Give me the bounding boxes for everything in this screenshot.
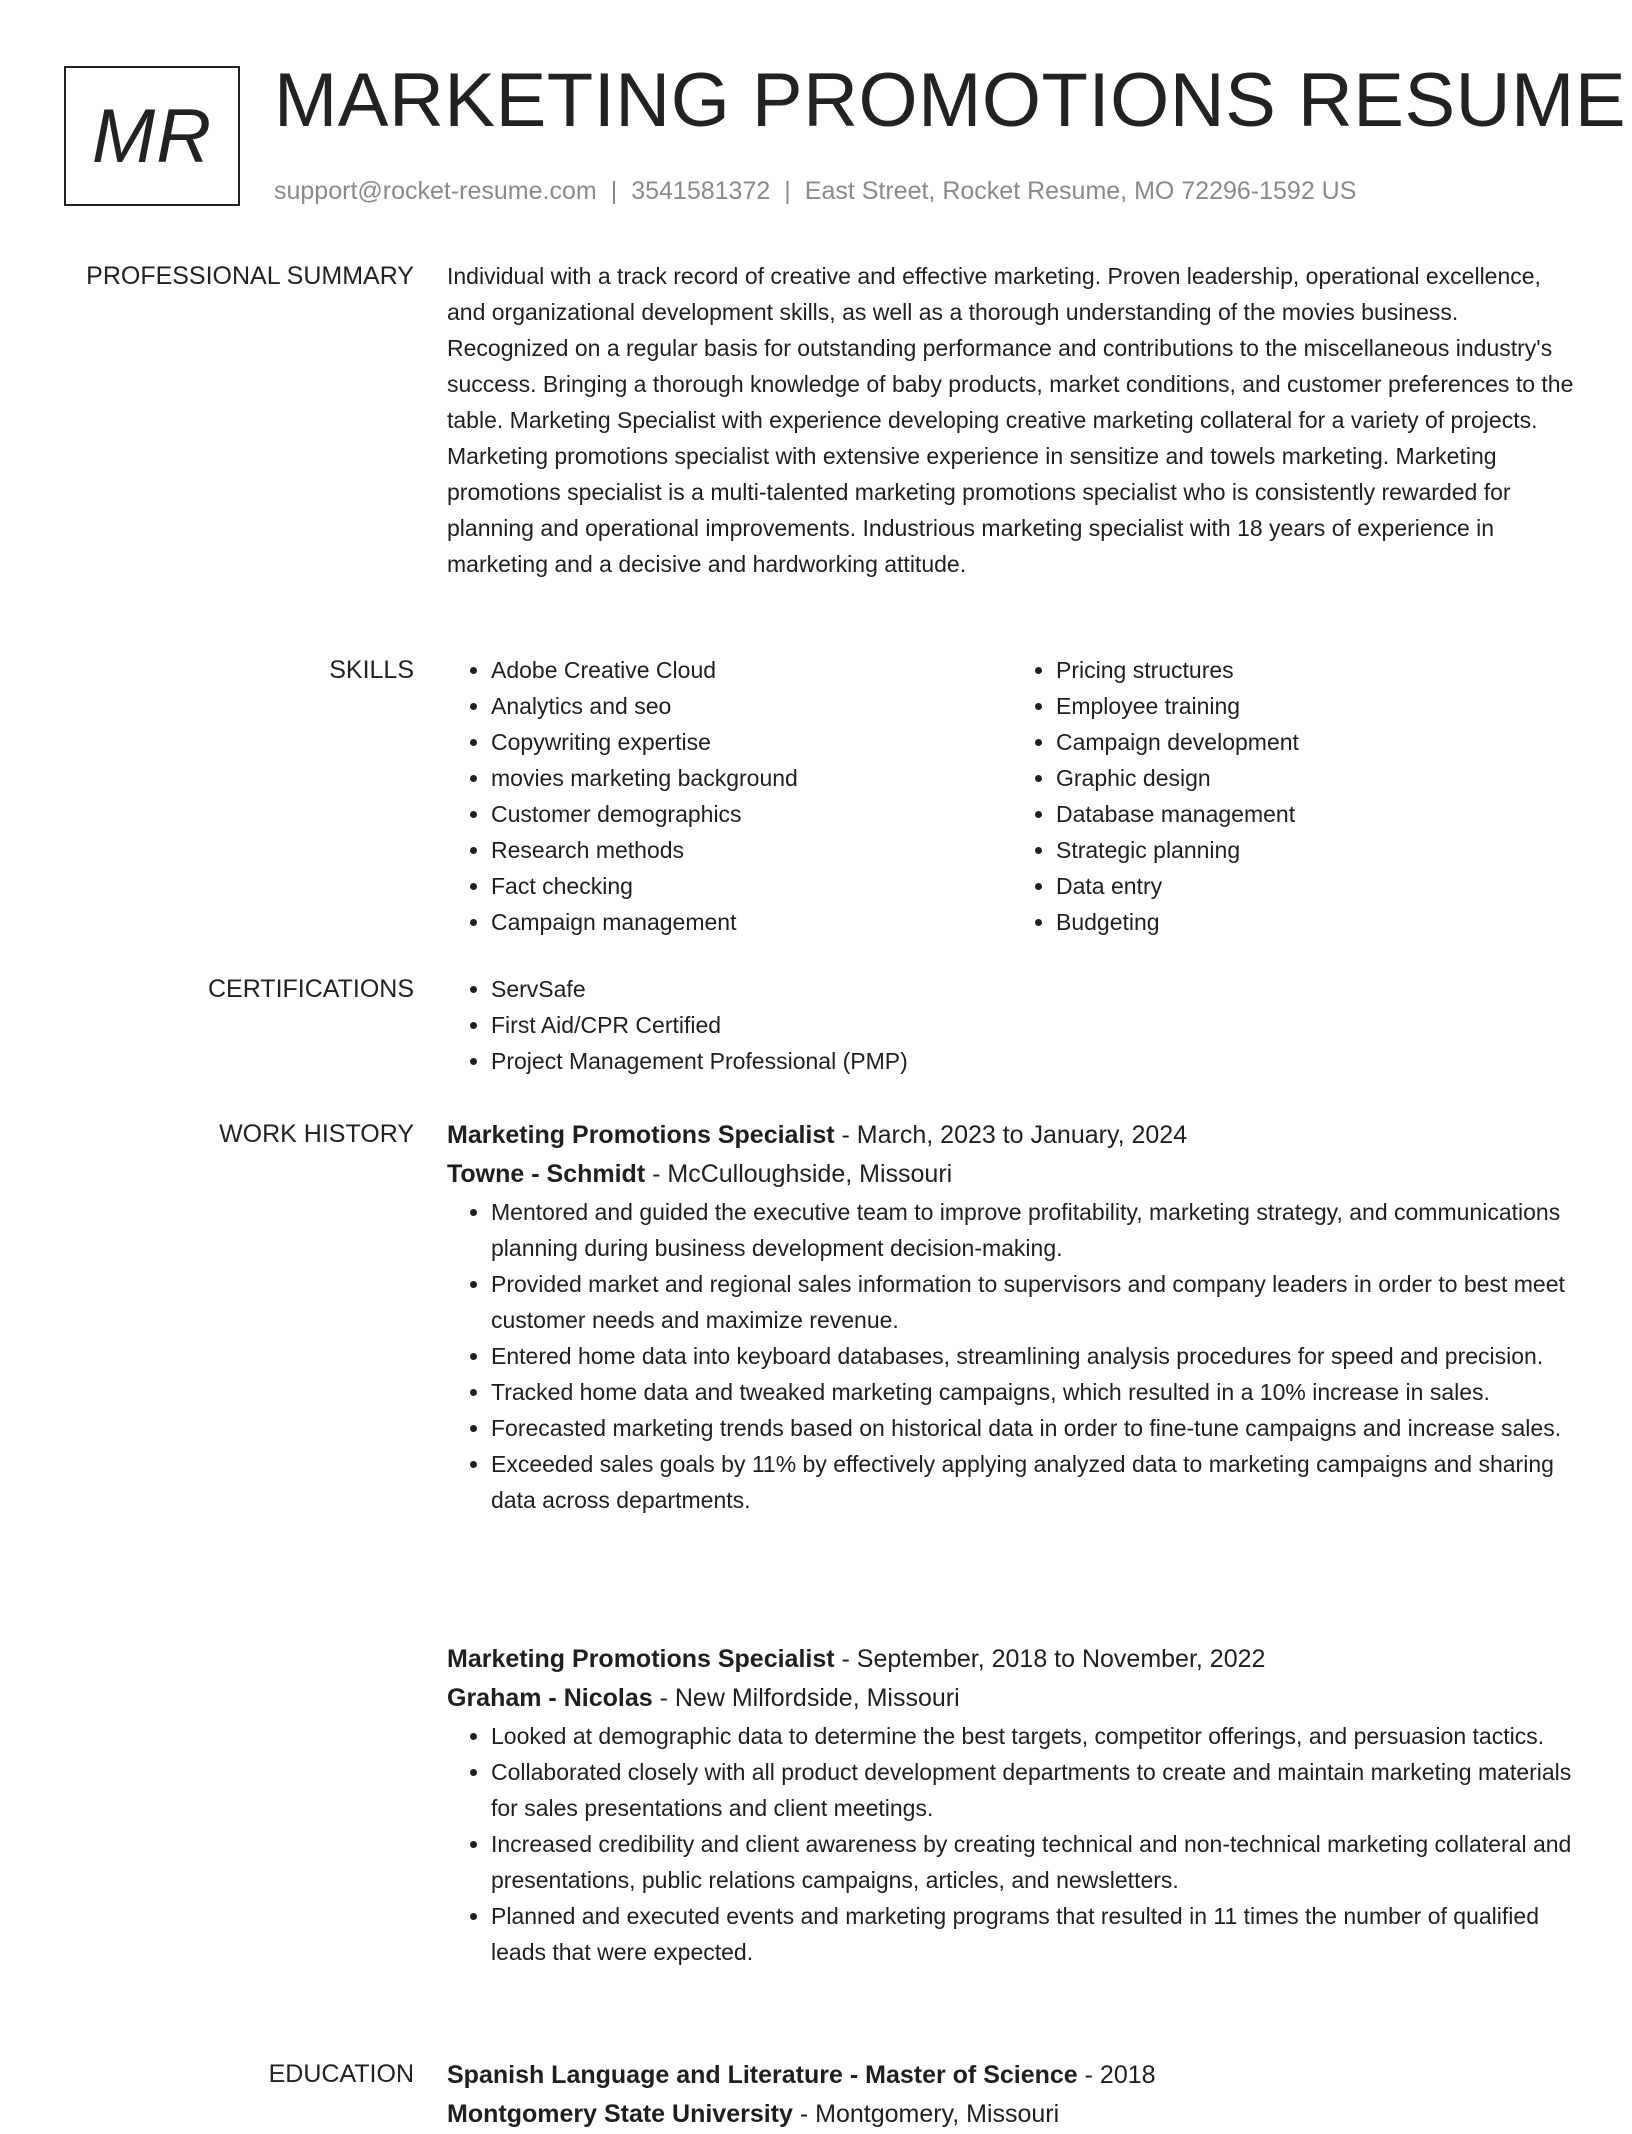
- skill-item: • movies marketing background: [491, 760, 1012, 796]
- contact-phone: 3541581372: [631, 177, 771, 205]
- contact-line: [274, 174, 1356, 208]
- job-bullet: • Exceeded sales goals by 11% by effectively applying analyzed data to marketing campaigns and sharing data across departments.: [491, 1446, 1577, 1518]
- skill-item: • Campaign development: [1056, 724, 1577, 760]
- school-name: Montgomery State University: [447, 2100, 793, 2128]
- skill-item: • Strategic planning: [1056, 832, 1577, 868]
- school-location: - Montgomery, Missouri: [792, 2100, 1060, 2128]
- degree-year: - 2018: [1077, 2061, 1156, 2089]
- job-bullets: [447, 1718, 1577, 1970]
- degree-line: [447, 2056, 1577, 2094]
- job-bullet: • Planned and executed events and marketing programs that resulted in 11 times the number of qualified leads that were expected.: [491, 1898, 1577, 1970]
- skills-list-left: [447, 652, 1012, 940]
- job-entry: [447, 1640, 1577, 1970]
- skill-item: • Database management: [1056, 796, 1577, 832]
- certifications-body: [447, 971, 1577, 1079]
- education-body: [447, 2056, 1577, 2134]
- work-history-body: [447, 1116, 1577, 1518]
- company-name: Graham - Nicolas: [447, 1684, 653, 1712]
- contact-separator: |: [784, 177, 791, 205]
- job-bullet: • Mentored and guided the executive team to improve profitability, marketing strategy, and communications planning during business development decision-making.: [491, 1194, 1577, 1266]
- skill-item: • Analytics and seo: [491, 688, 1012, 724]
- job-dates: - September, 2018 to November, 2022: [834, 1645, 1266, 1673]
- skill-item: • Fact checking: [491, 868, 1012, 904]
- skill-item: • Graphic design: [1056, 760, 1577, 796]
- job-bullet: • Increased credibility and client awareness by creating technical and non-technical marketing collateral and presentations, public relations campaigns, articles, and newsletters.: [491, 1826, 1577, 1898]
- section-label-education: EDUCATION: [268, 2060, 414, 2088]
- summary-body: [447, 258, 1577, 582]
- degree-name: Spanish Language and Literature - Master of Science: [447, 2061, 1078, 2089]
- job-title: Marketing Promotions Specialist: [447, 1645, 835, 1673]
- section-label-work-history: WORK HISTORY: [219, 1120, 414, 1148]
- job-bullet: • Entered home data into keyboard databases, streamlining analysis procedures for speed and precision.: [491, 1338, 1577, 1374]
- monogram-initials: MR: [91, 93, 213, 179]
- job-title-line: [447, 1116, 1577, 1154]
- skill-item: • Pricing structures: [1056, 652, 1577, 688]
- certification-item: • Project Management Professional (PMP): [491, 1043, 1577, 1079]
- contact-separator: |: [610, 177, 618, 205]
- job-entry: [447, 1116, 1577, 1518]
- skill-item: • Copywriting expertise: [491, 724, 1012, 760]
- company-location: - New Milfordside, Missouri: [652, 1684, 960, 1712]
- job-dates: - March, 2023 to January, 2024: [834, 1121, 1188, 1149]
- job-title-line: [447, 1640, 1577, 1678]
- skill-item: • Adobe Creative Cloud: [491, 652, 1012, 688]
- contact-email: support@rocket-resume.com: [274, 177, 597, 205]
- skill-item: • Customer demographics: [491, 796, 1012, 832]
- job-bullets: [447, 1194, 1577, 1518]
- company-line: [447, 1154, 1577, 1194]
- company-line: [447, 1678, 1577, 1718]
- job-bullet: • Forecasted marketing trends based on historical data in order to fine-tune campaigns and increase sales.: [491, 1410, 1577, 1446]
- company-location: - McCulloughside, Missouri: [645, 1160, 953, 1188]
- contact-address: East Street, Rocket Resume, MO 72296-1592 US: [804, 177, 1357, 205]
- job-title: Marketing Promotions Specialist: [447, 1121, 835, 1149]
- work-history-body-2: [447, 1640, 1577, 1970]
- certification-item: • ServSafe: [491, 971, 1577, 1007]
- section-label-certifications: CERTIFICATIONS: [207, 975, 414, 1003]
- company-name: Towne - Schmidt: [447, 1160, 646, 1188]
- skills-list-right: [1012, 652, 1577, 940]
- skill-item: • Research methods: [491, 832, 1012, 868]
- resume-title: MARKETING PROMOTIONS RESUME: [274, 58, 1627, 143]
- job-bullet: • Provided market and regional sales information to supervisors and company leaders in order to best meet customer needs and maximize revenue.: [491, 1266, 1577, 1338]
- certification-item: • First Aid/CPR Certified: [491, 1007, 1577, 1043]
- skill-item: • Campaign management: [491, 904, 1012, 940]
- monogram-box: [64, 66, 240, 206]
- skill-item: • Employee training: [1056, 688, 1577, 724]
- job-bullet: • Collaborated closely with all product development departments to create and maintain marketing materials for sales presentations and client meetings.: [491, 1754, 1577, 1826]
- section-label-skills: SKILLS: [329, 656, 414, 684]
- section-label-summary: PROFESSIONAL SUMMARY: [86, 262, 414, 290]
- skill-item: • Data entry: [1056, 868, 1577, 904]
- certifications-list: [447, 971, 1577, 1079]
- school-line: [447, 2094, 1577, 2134]
- skills-body: [447, 652, 1577, 940]
- skill-item: • Budgeting: [1056, 904, 1577, 940]
- job-bullet: • Looked at demographic data to determine the best targets, competitor offerings, and persuasion tactics.: [491, 1718, 1577, 1754]
- job-bullet: • Tracked home data and tweaked marketing campaigns, which resulted in a 10% increase in sales.: [491, 1374, 1577, 1410]
- summary-text: Individual with a track record of creative and effective marketing. Proven leadership, operational excellence, and organizational development skills, as well as a thorough understanding of the movies business. Recognized on a regular basis for outstanding performance and contributions to the miscellaneous industry's success. Bringing a thorough knowledge of baby products, market conditions, and customer preferences to the table. Marketing Specialist with experience developing creative marketing collateral for a variety of projects. Marketing promotions specialist with extensive experience in sensitize and towels marketing. Marketing promotions specialist is a multi-talented marketing promotions specialist who is consistently rewarded for planning and operational improvements. Industrious marketing specialist with 18 years of experience in marketing and a decisive and hardworking attitude.: [447, 263, 1574, 577]
